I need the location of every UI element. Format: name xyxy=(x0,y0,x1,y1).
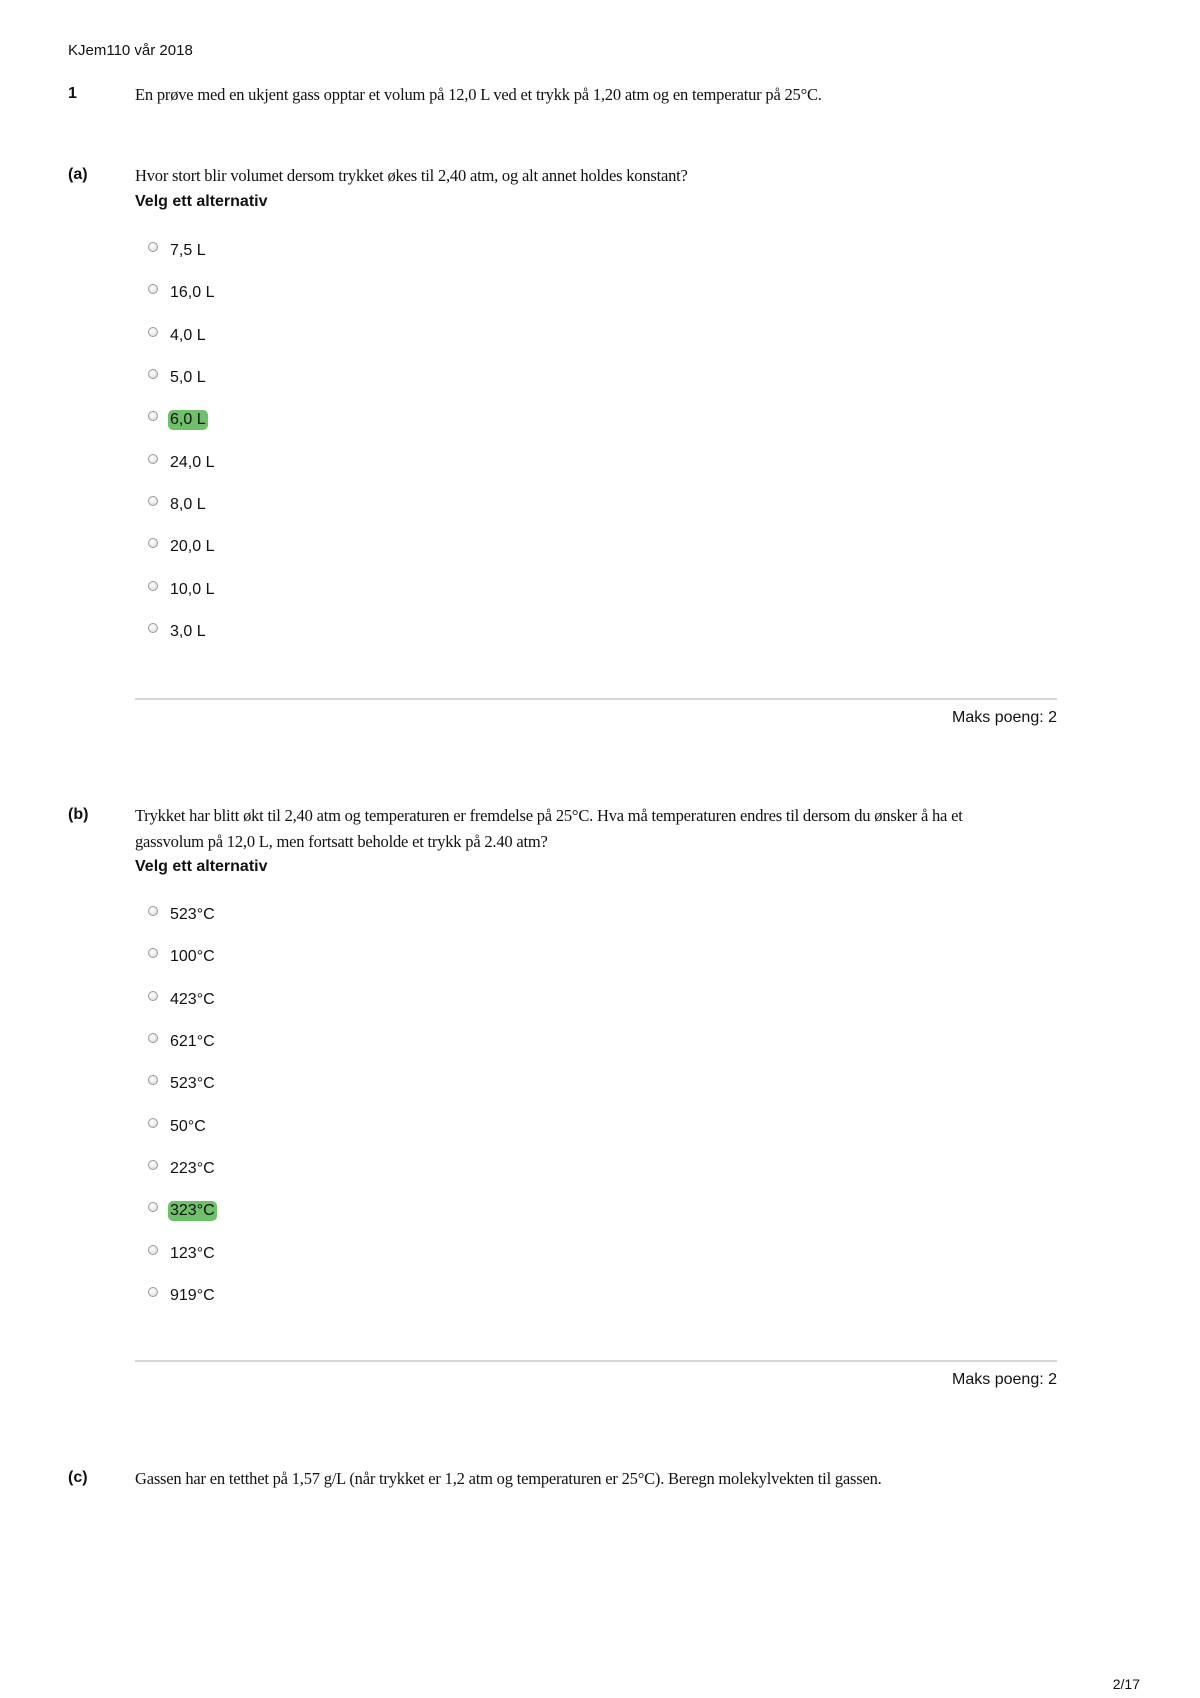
answer-label: 523°C xyxy=(170,1075,215,1093)
radio-button[interactable] xyxy=(148,369,158,379)
part-b-instruction: Velg ett alternativ xyxy=(135,858,268,875)
answer-option[interactable] xyxy=(148,441,216,483)
answer-label: 423°C xyxy=(170,990,215,1008)
part-a-max-points: Maks poeng: 2 xyxy=(952,709,1057,726)
selected-answer-label: 6,0 L xyxy=(170,411,206,429)
answer-label: 223°C xyxy=(170,1159,215,1177)
answer-label: 100°C xyxy=(170,948,215,966)
answer-option[interactable] xyxy=(148,1190,217,1232)
answer-option[interactable] xyxy=(148,1275,217,1317)
part-b-divider xyxy=(135,1360,1057,1362)
answer-option[interactable] xyxy=(148,357,216,399)
answer-option[interactable] xyxy=(148,1021,217,1063)
question-intro: En prøve med en ukjent gass opptar et volum på 12,0 L ved et trykk på 1,20 atm og en temperatur på 25°C. xyxy=(135,85,822,104)
radio-button[interactable] xyxy=(148,991,158,1001)
answer-option[interactable] xyxy=(148,1232,217,1274)
answer-option[interactable] xyxy=(148,568,216,610)
page-number: 2/17 xyxy=(1112,1676,1140,1692)
selected-answer-label: 323°C xyxy=(170,1202,215,1220)
radio-button[interactable] xyxy=(148,284,158,294)
radio-button[interactable] xyxy=(148,496,158,506)
answer-option[interactable] xyxy=(148,526,216,568)
radio-button[interactable] xyxy=(148,242,158,252)
answer-label: 5,0 L xyxy=(170,369,206,387)
part-b-max-points: Maks poeng: 2 xyxy=(952,1371,1057,1388)
part-b-label: (b) xyxy=(68,806,89,823)
question-number: 1 xyxy=(68,85,77,102)
radio-button[interactable] xyxy=(148,623,158,633)
radio-button[interactable] xyxy=(148,1118,158,1128)
part-b-options xyxy=(148,894,217,1317)
answer-option[interactable] xyxy=(148,272,216,314)
document-header: KJem110 vår 2018 xyxy=(68,42,193,59)
part-a-options xyxy=(148,230,216,653)
answer-option[interactable] xyxy=(148,1105,217,1147)
part-a-label: (a) xyxy=(68,166,88,183)
answer-label: 10,0 L xyxy=(170,580,215,598)
answer-option[interactable] xyxy=(148,611,216,653)
answer-option[interactable] xyxy=(148,936,217,978)
part-a-instruction: Velg ett alternativ xyxy=(135,193,268,210)
answer-option[interactable] xyxy=(148,1148,217,1190)
answer-label: 919°C xyxy=(170,1286,215,1304)
answer-option[interactable] xyxy=(148,979,217,1021)
part-b-question: Trykket har blitt økt til 2,40 atm og temperaturen er fremdelse på 25°C. Hva må temperaturen endres til dersom du ønsker å ha et gassvolum på 12,0 L, men fortsatt beholde et trykk på 2.40 atm? xyxy=(135,806,963,851)
part-c-label: (c) xyxy=(68,1469,88,1486)
radio-button[interactable] xyxy=(148,581,158,591)
radio-button[interactable] xyxy=(148,327,158,337)
answer-label: 123°C xyxy=(170,1244,215,1262)
radio-button[interactable] xyxy=(148,906,158,916)
radio-button[interactable] xyxy=(148,1202,158,1212)
answer-option[interactable] xyxy=(148,315,216,357)
radio-button[interactable] xyxy=(148,538,158,548)
answer-label: 523°C xyxy=(170,906,215,924)
answer-label: 50°C xyxy=(170,1117,206,1135)
radio-button[interactable] xyxy=(148,1075,158,1085)
answer-label: 621°C xyxy=(170,1033,215,1051)
radio-button[interactable] xyxy=(148,1287,158,1297)
answer-label: 7,5 L xyxy=(170,242,206,260)
answer-option[interactable] xyxy=(148,894,217,936)
answer-label: 20,0 L xyxy=(170,538,215,556)
radio-button[interactable] xyxy=(148,1033,158,1043)
radio-button[interactable] xyxy=(148,454,158,464)
part-c-question: Gassen har en tetthet på 1,57 g/L (når trykket er 1,2 atm og temperaturen er 25°C). Beregn molekylvekten til gassen. xyxy=(135,1469,882,1488)
part-a-question: Hvor stort blir volumet dersom trykket økes til 2,40 atm, og alt annet holdes konstant? xyxy=(135,166,688,185)
part-a-divider xyxy=(135,698,1057,700)
answer-option[interactable] xyxy=(148,484,216,526)
answer-label: 16,0 L xyxy=(170,284,215,302)
radio-button[interactable] xyxy=(148,1160,158,1170)
answer-option[interactable] xyxy=(148,1063,217,1105)
answer-label: 8,0 L xyxy=(170,495,206,513)
answer-option[interactable] xyxy=(148,399,216,441)
answer-option[interactable] xyxy=(148,230,216,272)
answer-label: 3,0 L xyxy=(170,622,206,640)
radio-button[interactable] xyxy=(148,1245,158,1255)
answer-label: 24,0 L xyxy=(170,453,215,471)
radio-button[interactable] xyxy=(148,948,158,958)
radio-button[interactable] xyxy=(148,411,158,421)
answer-label: 4,0 L xyxy=(170,326,206,344)
